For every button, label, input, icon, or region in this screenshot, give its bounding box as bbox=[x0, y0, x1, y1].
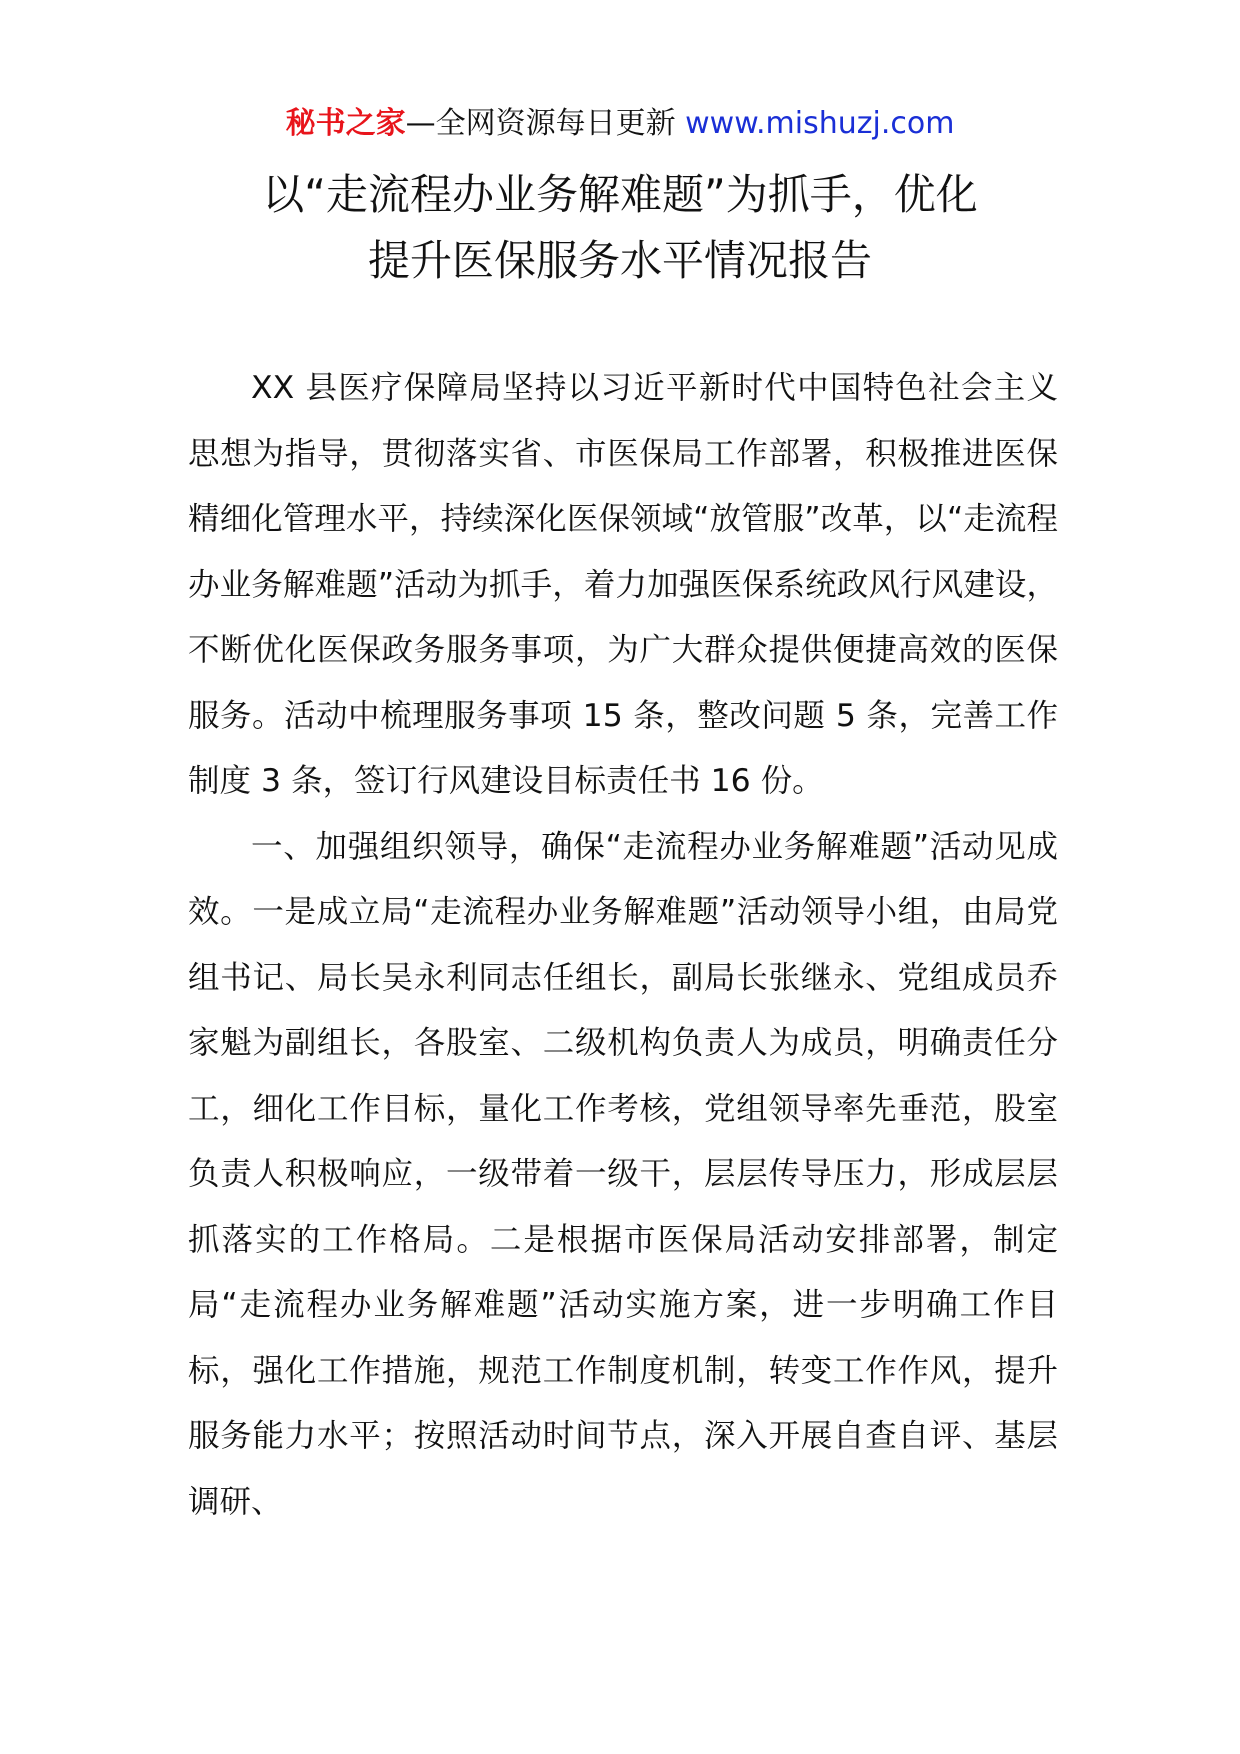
section-1-heading: 一、加强组织领导，确保“走流程办业务解难题”活动见成效。 bbox=[188, 828, 1058, 930]
document-title-line-2: 提升医保服务水平情况报告 bbox=[367, 236, 872, 285]
section-1-body: 一是成立局“走流程办业务解难题”活动领导小组，由局党组书记、局长吴永利同志任组长，副局长张继永、党组成员乔家魁为副组长，各股室、二级机构负责人为成员，明确责任分工，细化工作目标，量化工作考核，党组领导率先垂范，股室负责人积极响应，一级带着一级干，层层传导压力，形成层层抓落实的工作格局。二是根据市医保局活动安排部署，制定局“走流程办业务解难题”活动实施方案，进一步明确工作目标，强化工作措施，规范工作制度机制，转变工作作风，提升服务能力水平；按照活动时间节点，深入开展自查自评、基层调研、 bbox=[188, 894, 1058, 1520]
paragraph-intro: XX 县医疗保障局坚持以习近平新时代中国特色社会主义思想为指导，贯彻落实省、市医保局工作部署，积极推进医保精细化管理水平，持续深化医保领域“放管服”改革，以“走流程办业务解难题”活动为抓手，着力加强医保系统政风行风建设，不断优化医保政务服务事项，为广大群众提供便捷高效的医保服务。活动中梳理服务事项 15 条，整改问题 5 条，完善工作制度 3 条，签订行风建设目标责任书 16 份。 bbox=[188, 370, 1058, 799]
paragraph-section-1 bbox=[188, 815, 1058, 1536]
brand-name: 秘书之家 bbox=[285, 106, 406, 141]
document-title-line-1: 以“走流程办业务解难题”为抓手，优化 bbox=[262, 170, 978, 219]
document-title bbox=[170, 162, 1070, 294]
header-tagline: —全网资源每日更新 bbox=[405, 106, 676, 141]
site-url-link[interactable]: www.mishuzj.com bbox=[685, 106, 955, 141]
document-body bbox=[188, 356, 1058, 1535]
site-header bbox=[0, 104, 1240, 144]
